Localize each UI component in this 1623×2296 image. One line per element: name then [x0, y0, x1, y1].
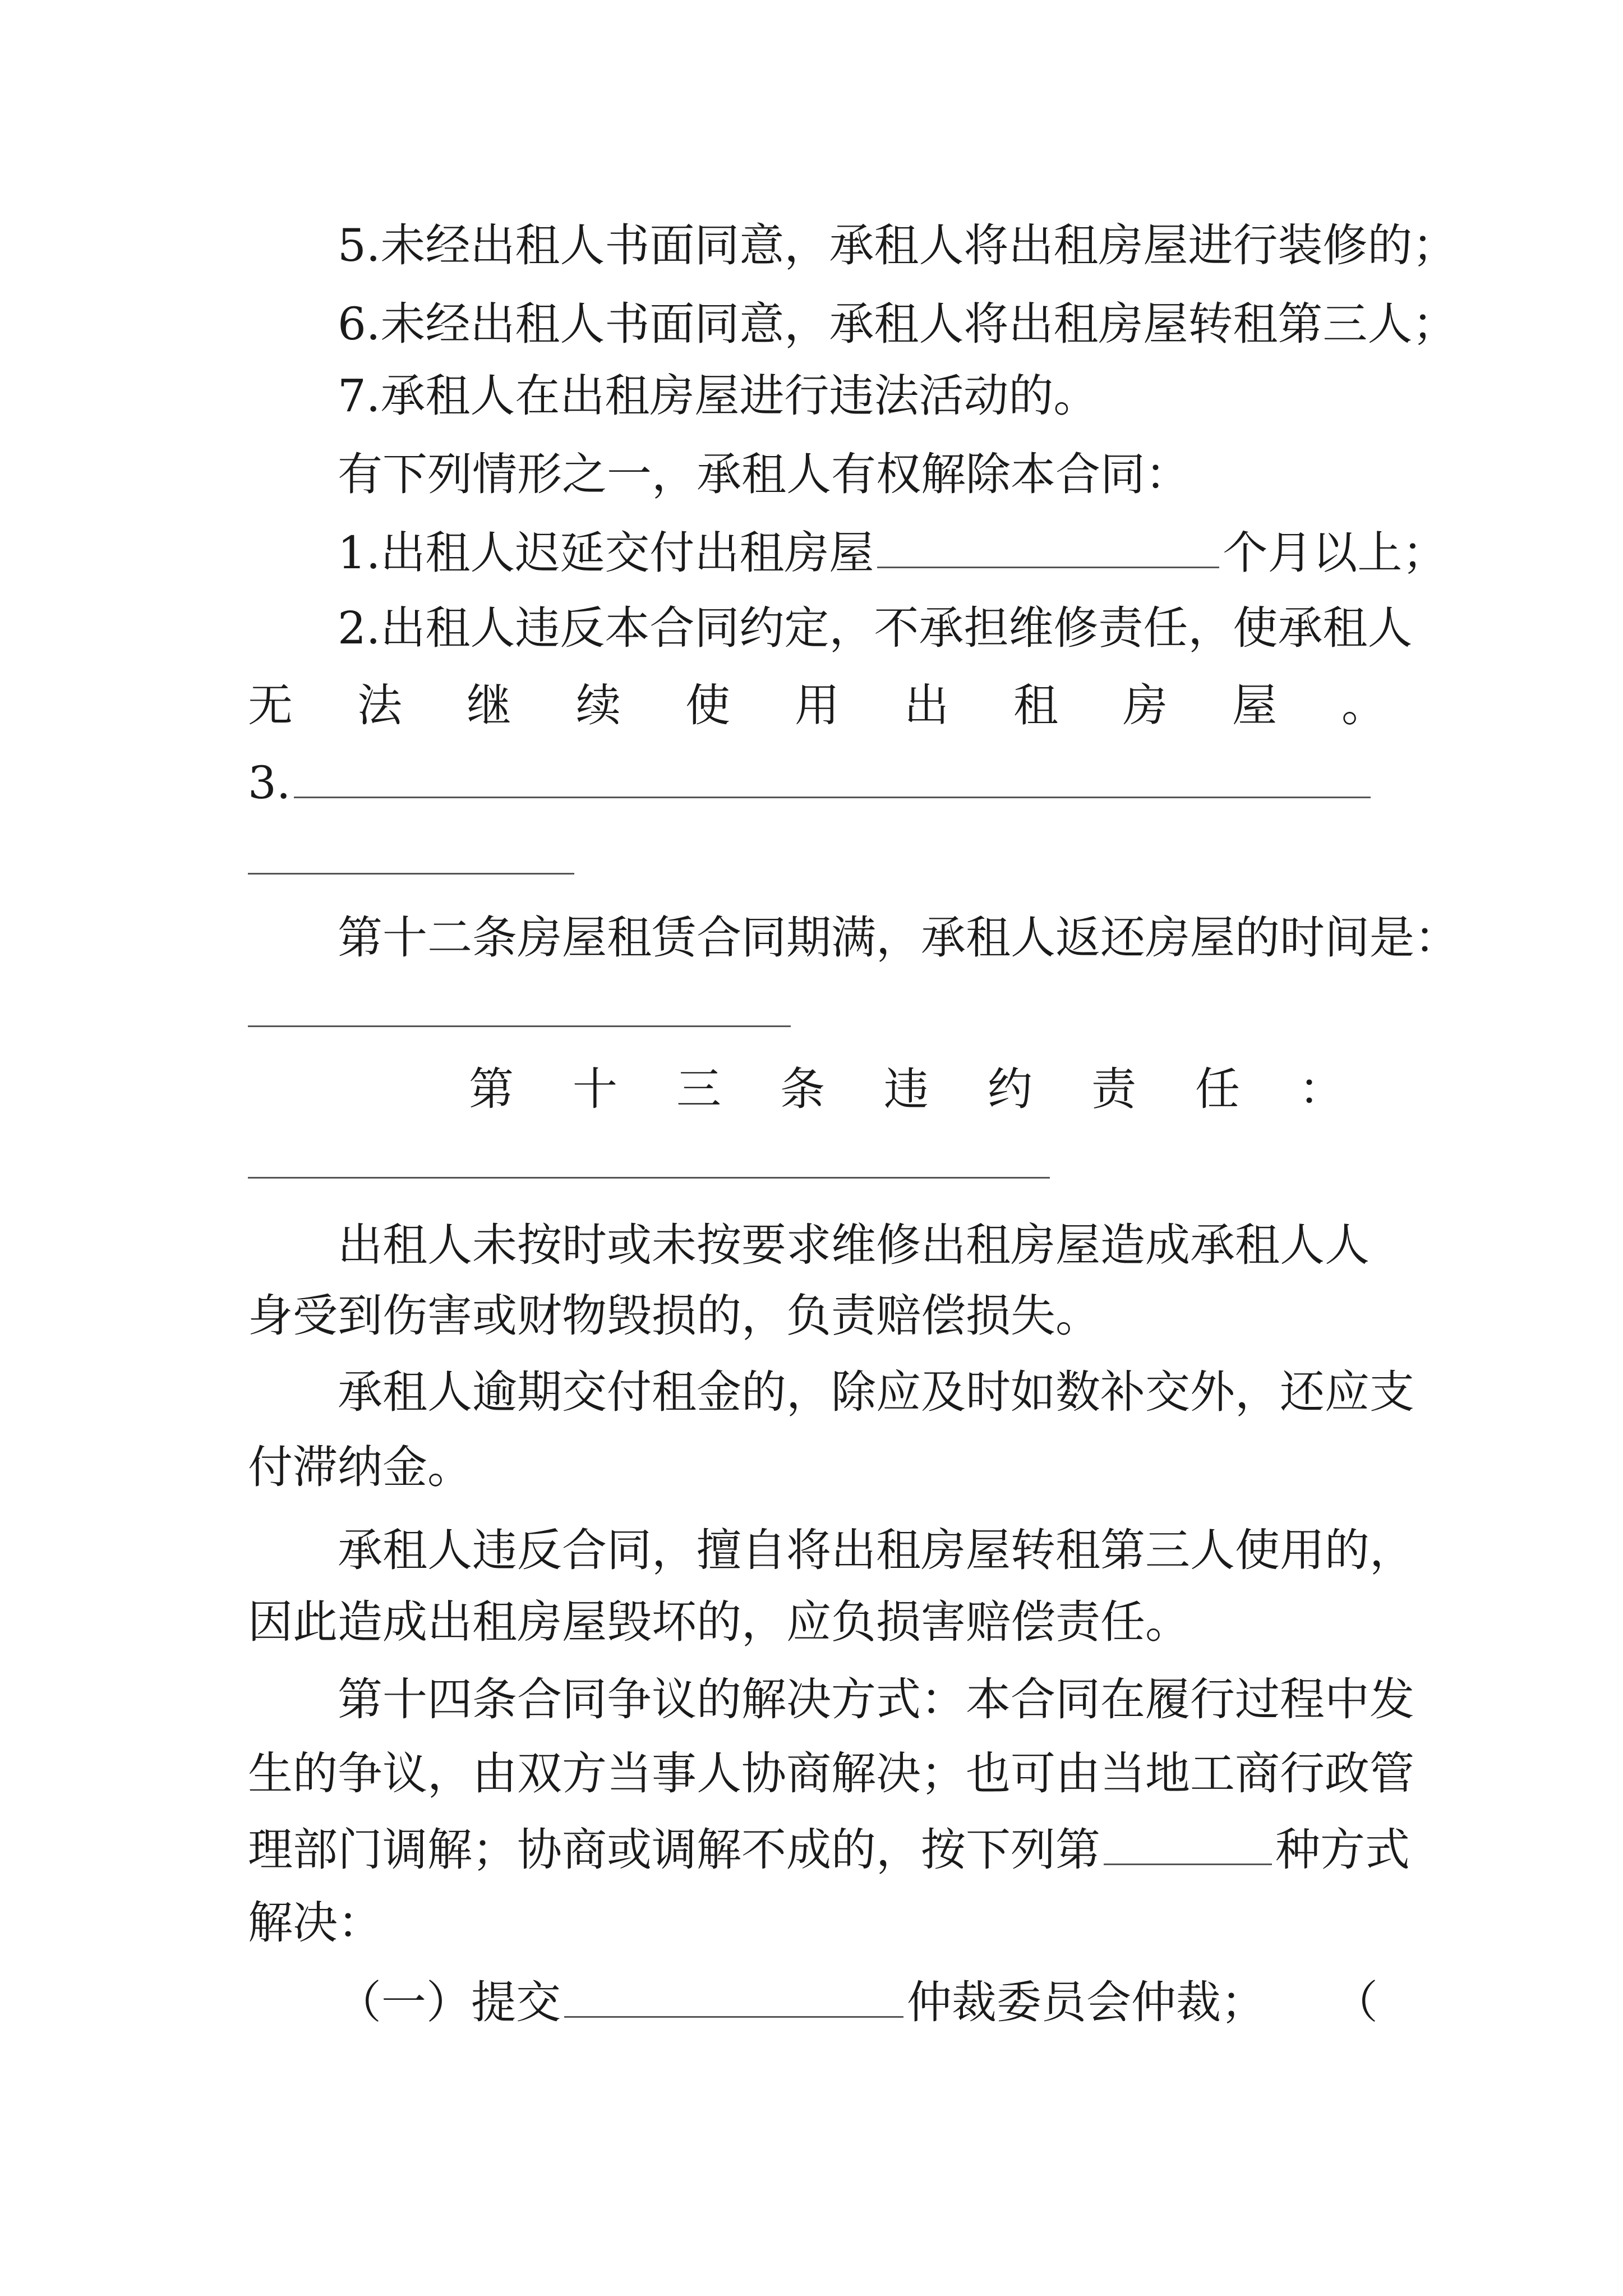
spread-character: 。	[1341, 679, 1386, 731]
spread-character: 屋	[1232, 679, 1277, 731]
tenant-item-2-continued	[248, 678, 1386, 734]
heading-character: 三	[676, 1063, 721, 1115]
article-13-heading	[469, 1061, 1344, 1117]
tenant-item-3-number: 3.	[248, 757, 291, 809]
liability-para-3-line-2: 因此造成出租房屋毁坏的，应负损害赔偿责任。	[248, 1596, 1190, 1648]
article-14-line-3-suffix: 种方式	[1275, 1824, 1410, 1876]
liability-blank	[248, 1177, 1050, 1179]
tenant-item-1-text: 1.出租人迟延交付出租房屋	[338, 527, 874, 579]
months-blank	[877, 527, 1219, 568]
article-14-line-1: 第十四条合同争议的解决方式：本合同在履行过程中发	[338, 1673, 1414, 1726]
liability-para-2-line-1: 承租人逾期交付租金的，除应及时如数补交外，还应支	[338, 1366, 1414, 1418]
dispute-option-1-text: （一）提交	[336, 1976, 561, 2028]
article-14-line-3	[248, 1822, 1410, 1878]
heading-character: 违	[884, 1063, 929, 1115]
liability-para-1-line-1: 出租人未按时或未按要求维修出租房屋造成承租人人	[338, 1219, 1370, 1271]
heading-character: 责	[1091, 1063, 1136, 1115]
spread-character: 法	[357, 679, 402, 731]
dispute-option-1-suffix: 仲裁委员会仲裁；	[907, 1976, 1266, 2028]
article-14-line-2: 生的争议，由双方当事人协商解决；也可由当地工商行政管	[248, 1747, 1414, 1800]
item-3-blank-continued	[248, 873, 574, 875]
spread-character: 使	[685, 679, 730, 731]
spread-character: 无	[248, 679, 293, 731]
tenant-item-1	[338, 525, 1447, 581]
liability-para-3-line-1: 承租人违反合同，擅自将出租房屋转租第三人使用的，	[338, 1524, 1414, 1576]
liability-para-1-line-2: 身受到伤害或财物毁损的，负责赔偿损失。	[248, 1290, 1100, 1342]
heading-character: 任	[1195, 1063, 1240, 1115]
spread-character: 租	[1013, 679, 1058, 731]
heading-character: 条	[780, 1063, 825, 1115]
spread-character: 继	[467, 679, 511, 731]
tenant-item-2: 2.出租人违反本合同约定，不承担维修责任，使承租人	[338, 602, 1413, 654]
tenant-termination-heading: 有下列情形之一，承租人有权解除本合同：	[338, 448, 1190, 500]
item-3-blank	[294, 757, 1371, 798]
clause-item-7: 7.承租人在出租房屋进行违法活动的。	[338, 370, 1099, 422]
article-14-line-3-text: 理部门调解；协商或调解不成的，按下列第	[248, 1824, 1100, 1876]
tenant-item-3	[248, 755, 1386, 811]
article-14-line-4: 解决：	[248, 1897, 382, 1949]
clause-item-5: 5.未经出租人书面同意，承租人将出租房屋进行装修的；	[338, 219, 1458, 272]
heading-character: 第	[469, 1063, 514, 1115]
method-number-blank	[1104, 1824, 1272, 1865]
liability-para-2-line-2: 付滞纳金。	[248, 1441, 472, 1493]
heading-character: ：	[1299, 1063, 1344, 1115]
dispute-option-1	[336, 1975, 1385, 2031]
dispute-option-2-open-paren: （	[1333, 1976, 1378, 2028]
arbitration-commission-blank	[564, 1977, 903, 2018]
spread-character: 房	[1123, 679, 1168, 731]
spread-character: 出	[904, 679, 949, 731]
heading-character: 十	[573, 1063, 617, 1115]
clause-item-6: 6.未经出租人书面同意，承租人将出租房屋转租第三人；	[338, 298, 1458, 350]
spread-character: 续	[576, 679, 621, 731]
tenant-item-1-suffix: 个月以上；	[1223, 527, 1447, 579]
return-time-blank	[248, 1025, 791, 1027]
heading-character: 约	[988, 1063, 1032, 1115]
spread-character: 用	[795, 679, 840, 731]
article-12: 第十二条房屋租赁合同期满，承租人返还房屋的时间是：	[338, 912, 1459, 964]
